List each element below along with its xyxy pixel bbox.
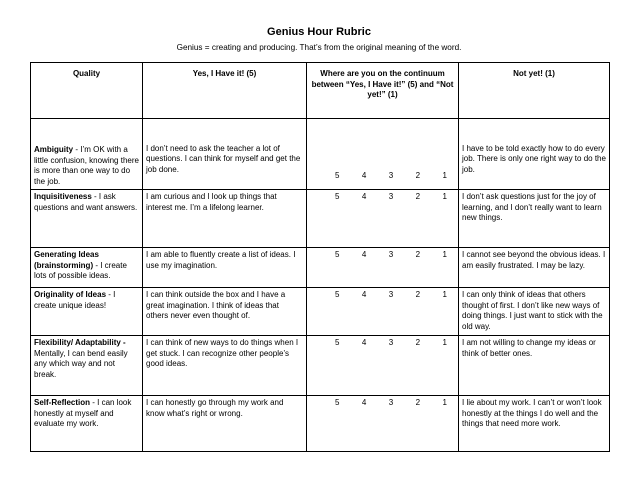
criterion-cell <box>31 396 143 452</box>
criterion-name: Generating Ideas (brainstorming) <box>34 250 99 270</box>
not-yet-description: I lie about my work. I can’t or won’t look honestly at the things I do well and the things that need more work. <box>459 396 610 452</box>
yes-description: I can honestly go through my work and know what’s right or wrong. <box>143 396 307 452</box>
scale-4[interactable]: 4 <box>361 192 367 201</box>
scale-1[interactable]: 1 <box>442 338 447 347</box>
scale-cell <box>307 119 459 190</box>
scale-4[interactable]: 4 <box>361 290 367 299</box>
criterion-description: - I’m OK with a little confusion, knowing there is more than one way to do the job. <box>34 145 139 186</box>
scale-5[interactable]: 5 <box>335 192 340 201</box>
table-row <box>31 190 610 248</box>
scale-1[interactable]: 1 <box>442 250 447 259</box>
table-row <box>31 396 610 452</box>
scale-4[interactable]: 4 <box>361 250 367 259</box>
scale-2[interactable]: 2 <box>415 250 421 259</box>
header-yes: Yes, I Have it! (5) <box>143 63 307 119</box>
scale-cell <box>307 288 459 336</box>
scale-3[interactable]: 3 <box>388 250 394 259</box>
scale-1[interactable]: 1 <box>442 192 447 201</box>
criterion-name: Ambiguity <box>34 145 74 154</box>
scale-1[interactable]: 1 <box>442 170 447 180</box>
scale-2[interactable]: 2 <box>415 338 421 347</box>
scale-cell <box>307 336 459 396</box>
yes-description: I can think of new ways to do things when I get stuck. I can recognize other people’s good ideas. <box>143 336 307 396</box>
header-not-yet: Not yet! (1) <box>459 63 610 119</box>
yes-description: I can think outside the box and I have a great imagination. I think of ideas that others never even thought of. <box>143 288 307 336</box>
header-continuum: Where are you on the continuum between “Yes, I Have it!” (5) and “Not yet!” (1) <box>307 63 459 119</box>
scale-cell <box>307 396 459 452</box>
criterion-name: Self-Reflection <box>34 398 91 407</box>
scale-cell <box>307 248 459 288</box>
criterion-name: Inquisitiveness <box>34 192 92 201</box>
table-row <box>31 119 610 190</box>
criterion-description: Mentally, I can bend easily any which way and not break. <box>34 348 128 379</box>
not-yet-description: I am not willing to change my ideas or think of better ones. <box>459 336 610 396</box>
scale-3[interactable]: 3 <box>388 192 394 201</box>
not-yet-description: I cannot see beyond the obvious ideas. I am easily frustrated. I may be lazy. <box>459 248 610 288</box>
page-subtitle: Genius = creating and producing. That’s from the original meaning of the word. <box>176 43 462 52</box>
scale-2[interactable]: 2 <box>415 290 421 299</box>
criterion-cell <box>31 248 143 288</box>
page-title: Genius Hour Rubric <box>267 26 371 38</box>
scale-2[interactable]: 2 <box>415 398 421 407</box>
yes-description: I don’t need to ask the teacher a lot of questions. I can think for myself and get the job done. <box>143 119 307 190</box>
yes-description: I am curious and I look up things that interest me. I’m a lifelong learner. <box>143 190 307 248</box>
criterion-cell <box>31 336 143 396</box>
scale-4[interactable]: 4 <box>361 338 367 347</box>
table-row <box>31 288 610 336</box>
scale-4[interactable]: 4 <box>361 398 367 407</box>
scale-1[interactable]: 1 <box>442 398 447 407</box>
scale-5[interactable]: 5 <box>335 398 340 407</box>
table-row <box>31 336 610 396</box>
header-quality: Quality <box>31 63 143 119</box>
criterion-description: - I ask questions and want answers. <box>34 192 138 212</box>
rubric-table <box>30 62 610 452</box>
not-yet-description: I don’t ask questions just for the joy of learning, and I don’t really want to learn new things. <box>459 190 610 248</box>
header-row <box>31 63 610 119</box>
scale-3[interactable]: 3 <box>388 170 394 180</box>
scale-3[interactable]: 3 <box>388 398 394 407</box>
criterion-cell <box>31 190 143 248</box>
criterion-cell <box>31 288 143 336</box>
criterion-description: - I create lots of possible ideas. <box>34 260 127 280</box>
scale-4[interactable]: 4 <box>361 170 367 180</box>
scale-5[interactable]: 5 <box>335 250 340 259</box>
scale-5[interactable]: 5 <box>335 338 340 347</box>
criterion-cell <box>31 119 143 190</box>
scale-1[interactable]: 1 <box>442 290 447 299</box>
scale-3[interactable]: 3 <box>388 338 394 347</box>
yes-description: I am able to fluently create a list of ideas. I use my imagination. <box>143 248 307 288</box>
scale-3[interactable]: 3 <box>388 290 394 299</box>
criterion-description: - I can look honestly at myself and evaluate my work. <box>34 398 132 428</box>
not-yet-description: I can only think of ideas that others thought of first. I don’t like new ways of doing things. I just want to stick with the old way. <box>459 288 610 336</box>
criterion-name: Originality of Ideas <box>34 290 107 299</box>
criterion-name: Flexibility/ Adaptability - <box>34 338 126 347</box>
criterion-description: - I create unique ideas! <box>34 290 116 310</box>
not-yet-description: I have to be told exactly how to do every job. There is only one right way to do the job. <box>459 119 610 190</box>
scale-5[interactable]: 5 <box>335 170 340 180</box>
scale-5[interactable]: 5 <box>335 290 340 299</box>
scale-2[interactable]: 2 <box>415 170 421 180</box>
table-row <box>31 248 610 288</box>
scale-cell <box>307 190 459 248</box>
scale-2[interactable]: 2 <box>415 192 421 201</box>
